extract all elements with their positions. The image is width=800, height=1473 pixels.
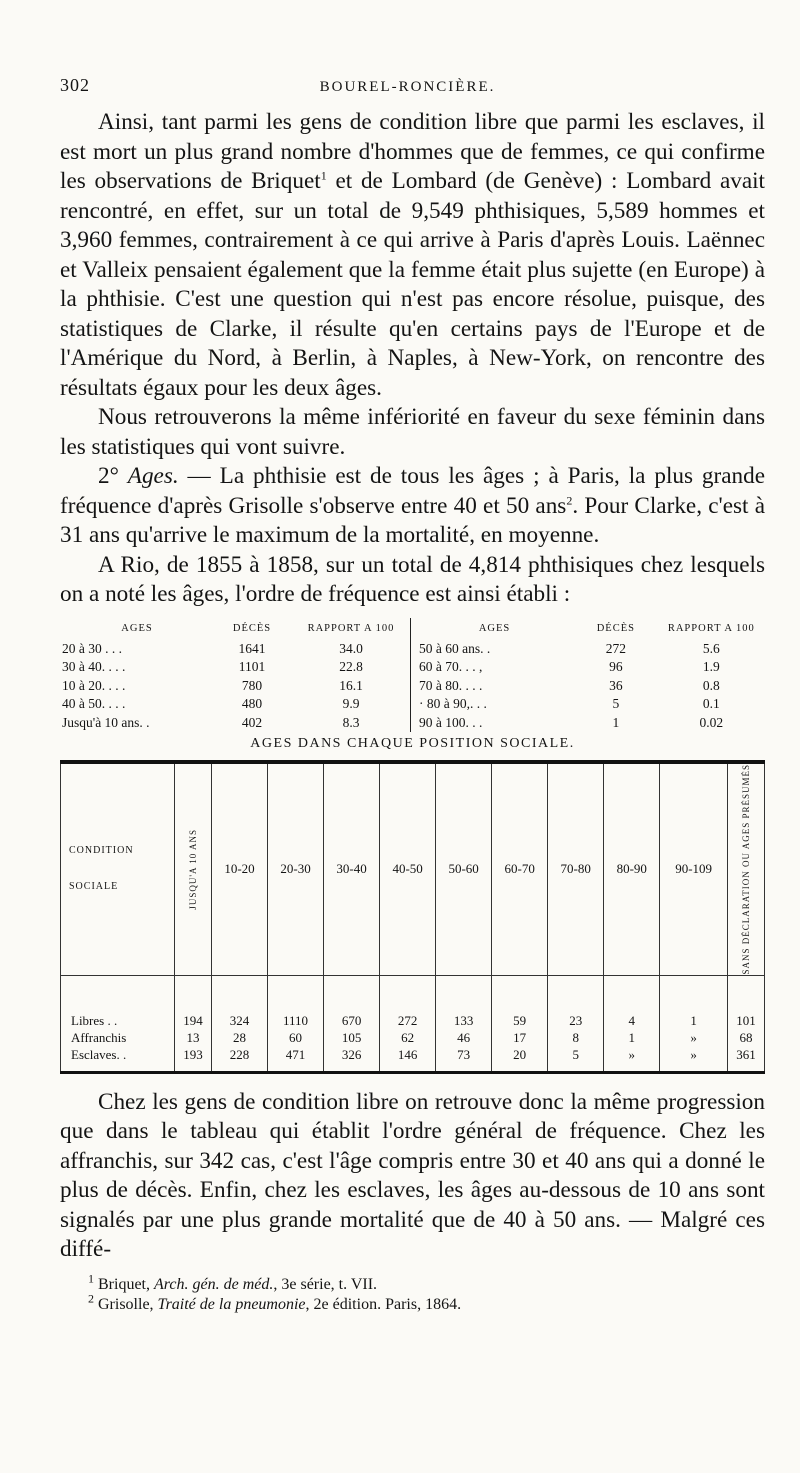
age-range-cell: 40 à 50. . . . — [62, 696, 126, 711]
table-row — [411, 695, 761, 714]
age-table-header — [411, 618, 761, 640]
count-cell: 361 — [728, 1046, 765, 1073]
header-undeclared — [728, 762, 765, 975]
header-age-range: 70-80 — [548, 762, 604, 975]
rapport-cell: 16.1 — [339, 677, 363, 693]
header-condition-line2: SOCIALE — [69, 881, 119, 893]
running-title: BOUREL-RONCIÈRE. — [319, 79, 496, 95]
count-cell: 324 — [212, 1012, 268, 1029]
deces-cell: 5 — [612, 696, 620, 711]
rapport-cell: 0.1 — [702, 696, 720, 711]
footnote-title: Arch. gén. de méd. — [154, 1275, 274, 1293]
table-row — [411, 677, 761, 696]
footnote-mark: 2 — [88, 1291, 94, 1306]
count-cell: 20 — [492, 1046, 548, 1073]
deces-cell: 780 — [241, 677, 263, 693]
footnote-ref-2: 2 — [566, 492, 573, 507]
rapport-cell: 34.0 — [339, 640, 363, 656]
table-spacer-row — [61, 975, 765, 1012]
rapport-cell: 0.8 — [702, 677, 720, 693]
count-cell: » — [660, 1029, 728, 1046]
table-row — [60, 658, 410, 677]
paragraph-ages — [60, 462, 765, 551]
condition-cell: Esclaves. . — [61, 1046, 175, 1073]
header-age-range: 80-90 — [604, 762, 660, 975]
count-cell: 17 — [492, 1029, 548, 1046]
rapport-cell: 8.3 — [342, 714, 360, 730]
table-row — [61, 1046, 765, 1073]
age-range-cell: 70 à 80. . . . — [419, 677, 483, 693]
social-table-header — [61, 762, 765, 975]
condition-cell: Libres . . — [61, 1012, 175, 1029]
header-undeclared-text: SANS DÉCLARATION OU AGES PRÉSUMÉS — [741, 764, 751, 975]
table-row — [60, 640, 410, 659]
footnote-2 — [88, 1291, 765, 1315]
rapport-cell: 0.02 — [699, 714, 724, 730]
header-condition — [61, 762, 175, 975]
table-row — [411, 640, 761, 659]
count-cell: 1110 — [268, 1012, 324, 1029]
count-cell: 105 — [324, 1029, 380, 1046]
header-under-10-text: JUSQU'A 10 ANS — [188, 828, 198, 910]
count-cell: 1 — [604, 1029, 660, 1046]
table-row — [411, 658, 761, 677]
age-table-left — [60, 618, 410, 733]
book-page — [60, 75, 765, 1315]
header-ages: AGES — [121, 622, 153, 634]
count-cell: 272 — [380, 1012, 436, 1029]
footnote-title: Traité de la pneumonie — [157, 1295, 306, 1313]
paragraph-ages-part-b: . Pour Clarke, c'est à 31 ans qu'arrive le maximum de la mortalité, en moyenne. — [60, 492, 765, 548]
deces-cell: 402 — [241, 714, 263, 730]
table-row — [61, 1029, 765, 1046]
header-rapport: RAPPORT A 100 — [667, 622, 755, 634]
body-text — [60, 108, 765, 610]
count-cell: » — [660, 1046, 728, 1073]
footnote-text: Briquet, — [98, 1275, 154, 1293]
table-row — [60, 695, 410, 714]
header-age-range: 30-40 — [324, 762, 380, 975]
age-range-cell: Jusqu'à 10 ans. . — [62, 714, 150, 730]
condition-cell: Affranchis — [61, 1029, 175, 1046]
count-cell: » — [604, 1046, 660, 1073]
header-age-range: 60-70 — [492, 762, 548, 975]
age-range-cell: · 80 à 90,. . . — [419, 696, 487, 711]
age-range-cell: 90 à 100. . . — [419, 714, 483, 730]
age-range-cell: 30 à 40. . . . — [62, 659, 126, 674]
deces-cell: 1641 — [238, 640, 266, 656]
social-position-table — [60, 760, 765, 1074]
footnote-ref-1: 1 — [320, 168, 327, 183]
count-cell: 670 — [324, 1012, 380, 1029]
age-range-cell: 60 à 70. . . , — [419, 659, 483, 674]
header-age-range: 40-50 — [380, 762, 436, 975]
count-cell: 326 — [324, 1046, 380, 1073]
count-cell: 8 — [548, 1029, 604, 1046]
page-number: 302 — [60, 75, 90, 95]
count-cell: 193 — [175, 1046, 212, 1073]
section-heading: Ages. — [127, 463, 179, 489]
header-under-10 — [175, 762, 212, 975]
page-header — [60, 75, 765, 101]
table-row — [61, 1012, 765, 1029]
count-cell: 73 — [436, 1046, 492, 1073]
header-age-range: 10-20 — [212, 762, 268, 975]
count-cell: 60 — [268, 1029, 324, 1046]
count-cell: 101 — [728, 1012, 765, 1029]
footnote-text: Grisolle, — [98, 1295, 158, 1313]
age-range-cell: 20 à 30 . . . — [62, 640, 122, 656]
count-cell: 228 — [212, 1046, 268, 1073]
age-table-right — [410, 618, 761, 733]
deces-cell: 36 — [609, 677, 623, 693]
paragraph-sex-part-a: Ainsi, tant parmi les gens de condition libre que parmi les esclaves, il est mort un plus grand nombre d'hommes que de femmes, ce qui confirme les observations de Briquet — [60, 109, 765, 194]
footnote-text: , 3e série, t. VII. — [273, 1275, 378, 1293]
deces-cell: 1 — [612, 714, 620, 730]
deces-cell: 272 — [605, 640, 626, 656]
count-cell: 28 — [212, 1029, 268, 1046]
count-cell: 5 — [548, 1046, 604, 1073]
table-row — [411, 714, 761, 733]
header-condition-line1: CONDITION — [69, 845, 134, 857]
header-age-range: 20-30 — [268, 762, 324, 975]
paragraph-inferiority: Nous retrouverons la même infériorité en faveur du sexe féminin dans les statistiques qui vont suivre. — [60, 404, 765, 460]
deces-cell: 96 — [609, 659, 623, 674]
header-rapport: RAPPORT A 100 — [307, 622, 395, 634]
count-cell: 62 — [380, 1029, 436, 1046]
social-table-title: AGES DANS CHAQUE POSITION SOCIALE. — [250, 736, 575, 751]
header-age-range: 90-109 — [660, 762, 728, 975]
count-cell: 59 — [492, 1012, 548, 1029]
paragraph-ages-part-a: — La phthisie est de tous les âges ; à Paris, la plus grande fréquence d'après Grisolle s'observe entre 40 et 50 ans — [60, 463, 766, 519]
body-text-continued — [60, 1088, 765, 1265]
footnotes — [60, 1271, 765, 1315]
table-row — [60, 677, 410, 696]
paragraph-conclusion: Chez les gens de condition libre on retrouve donc la même progression que dans le tableau qui établit l'ordre général de fréquence. Chez les affranchis, sur 342 cas, c'est l'âge compris entre 30 et 40 ans qui a donné le plus de décès. Enfin, chez les esclaves, les âges au-dessous de 10 ans sont signalés par une plus grande mortalité que de 40 à 50 ans. — Malgré ces diffé- — [60, 1088, 765, 1263]
section-number: 2° — [98, 463, 119, 489]
age-table-header — [60, 618, 410, 640]
count-cell: 4 — [604, 1012, 660, 1029]
count-cell: 471 — [268, 1046, 324, 1073]
count-cell: 23 — [548, 1012, 604, 1029]
footnote-text: , 2e édition. Paris, 1864. — [305, 1295, 462, 1313]
count-cell: 133 — [436, 1012, 492, 1029]
count-cell: 1 — [660, 1012, 728, 1029]
header-deces: DÉCÈS — [232, 622, 272, 634]
count-cell: 46 — [436, 1029, 492, 1046]
deces-cell: 1101 — [238, 659, 266, 674]
age-range-cell: 10 à 20. . . . — [62, 677, 126, 693]
deces-cell: 480 — [241, 696, 263, 711]
header-ages: AGES — [478, 622, 511, 634]
rapport-cell: 5.6 — [702, 640, 720, 656]
age-frequency-table — [60, 618, 765, 733]
footnote-1 — [88, 1271, 765, 1295]
table-row — [60, 714, 410, 733]
rapport-cell: 1.9 — [702, 659, 720, 674]
count-cell: 146 — [380, 1046, 436, 1073]
footnote-mark: 1 — [88, 1271, 94, 1286]
count-cell: 13 — [175, 1029, 212, 1046]
paragraph-sex — [60, 108, 765, 403]
count-cell: 194 — [175, 1012, 212, 1029]
rapport-cell: 22.8 — [339, 659, 363, 674]
paragraph-rio: A Rio, de 1855 à 1858, sur un total de 4,814 phthisiques chez lesquels on a noté les âges, l'ordre de fréquence est ainsi établi : — [60, 551, 765, 607]
paragraph-sex-part-b: et de Lombard (de Genève) : Lombard avait rencontré, en effet, sur un total de 9,549 phthisiques, 5,589 hommes et 3,960 femmes, contrairement à ce qui arrive à Paris d'après Louis. Laënnec et Valleix pensaient également que la femme était plus sujette (en Europe) à la phthisie. C'est une question qui n'est pas encore résolue, puisque, des statistiques de Clarke, il résulte qu'en certains pays de l'Europe et de l'Amérique du Nord, à Berlin, à Naples, à New-York, on rencontre des résultats égaux pour les deux âges. — [60, 168, 766, 401]
header-deces: DÉCÈS — [596, 622, 635, 634]
count-cell: 68 — [728, 1029, 765, 1046]
age-range-cell: 50 à 60 ans. . — [419, 640, 491, 656]
rapport-cell: 9.9 — [342, 696, 360, 711]
header-age-range: 50-60 — [436, 762, 492, 975]
